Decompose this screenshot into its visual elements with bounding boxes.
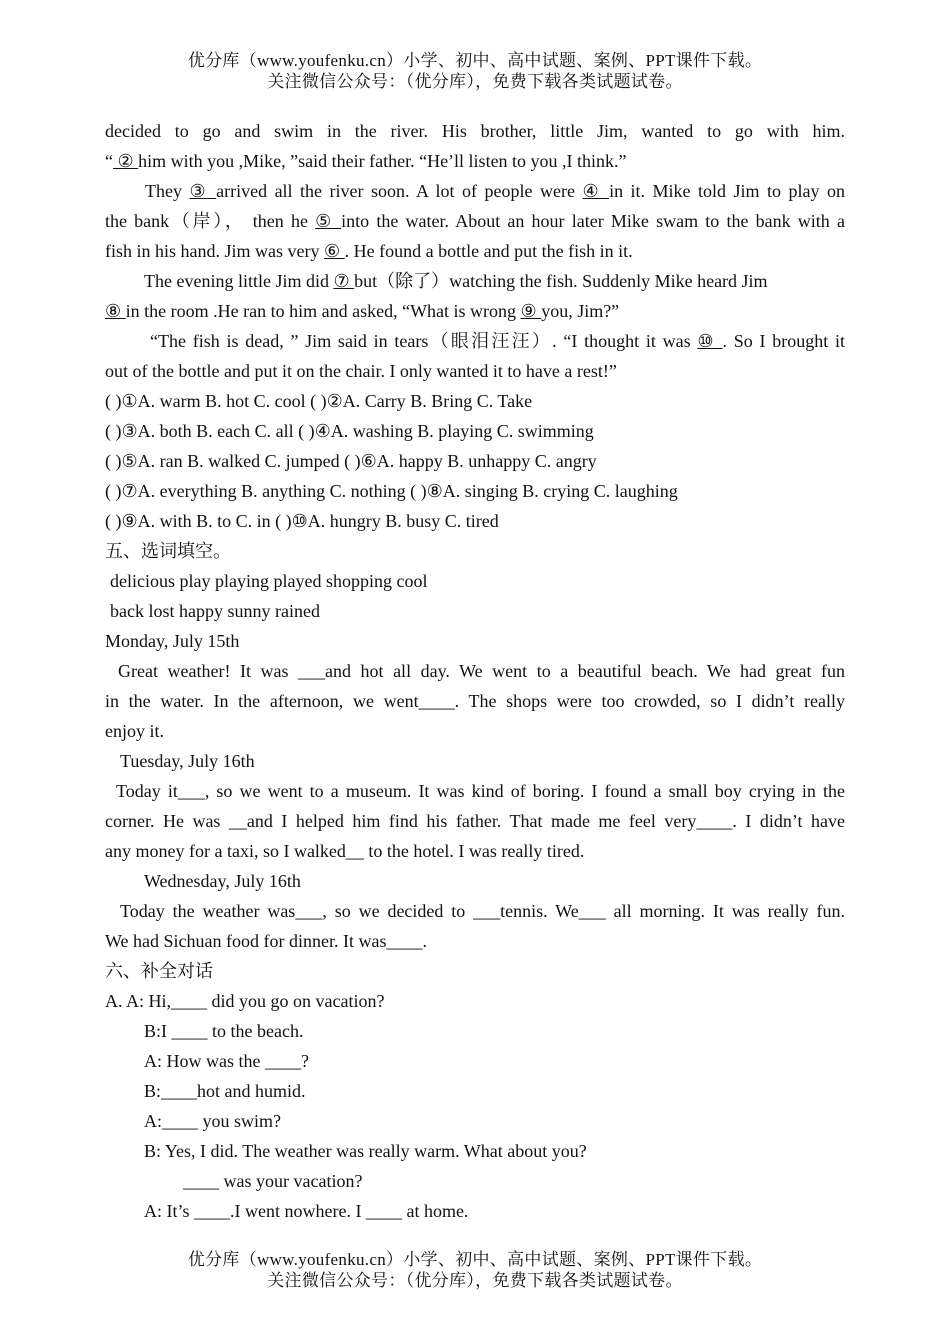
page-header [0,50,950,92]
blank-8: ⑧ [105,301,126,321]
dialogue-line: ____ was your vacation? [183,1171,363,1191]
blank-5: ⑤ [315,211,342,231]
story-line-9 [105,356,845,386]
diary-text-span: Today the weather was___, so we decided to ___tennis. We___ all morning. It was really fun. [120,901,845,921]
dialogue-line: A: How was the ____? [144,1051,309,1071]
story-text: . He found a bottle and put the fish in it. [344,241,633,261]
story-line-5 [105,236,845,266]
story-line-2 [105,146,845,176]
story-text: “ [105,151,113,171]
diary-date-2: Tuesday, July 16th [120,751,255,771]
header-line-1: 优分库（www.youfenku.cn）小学、初中、高中试题、案例、PPT课件下载。 [187,51,763,70]
footer-line-1: 优分库（www.youfenku.cn）小学、初中、高中试题、案例、PPT课件下载。 [187,1250,763,1269]
option-row: ( )③A. both B. each C. all ( )④A. washing B. playing C. swimming [105,421,594,441]
blank-10: ⑩ [697,331,723,351]
story-text: but（除了）watching the fish. Suddenly Mike heard Jim [354,271,768,291]
option-row: ( )⑨A. with B. to C. in ( )⑩A. hungry B. busy C. tired [105,511,499,531]
option-row: ( )①A. warm B. hot C. cool ( )②A. Carry B. Bring C. Take [105,391,533,411]
story-line-4 [105,206,845,236]
section-6-title: 六、补全对话 [105,961,213,981]
story-line-8 [150,326,845,356]
word-bank-line-1: delicious play playing played shopping cool [110,571,428,591]
story-text: in the room .He ran to him and asked, “What is wrong [125,301,521,321]
story-line-3 [145,176,845,206]
diary-text [116,776,845,806]
story-text: in it. Mike told Jim to play on [609,181,846,201]
diary-text-span: corner. He was __and I helped him find his father. That made me feel very____. I didn’t have [105,811,845,831]
story-text: . So I brought it [722,331,845,351]
blank-6: ⑥ [323,241,345,261]
option-row: ( )⑦A. everything B. anything C. nothing ( )⑧A. singing B. crying C. laughing [105,481,678,501]
dialogue-line: B:I ____ to the beach. [144,1021,304,1041]
diary-text: We had Sichuan food for dinner. It was____. [105,931,427,951]
section-5-title: 五、选词填空。 [105,541,231,561]
story-line-7 [105,296,845,326]
diary-date-3: Wednesday, July 16th [144,871,301,891]
diary-text: enjoy it. [105,721,164,741]
header-line-2: 关注微信公众号：（优分库），免费下载各类试题试卷。 [267,72,683,91]
story-line-1 [105,116,845,146]
blank-9: ⑨ [520,301,542,321]
story-text: The evening little Jim did [144,271,334,291]
blank-7: ⑦ [333,271,355,291]
dialogue-line: B:____hot and humid. [144,1081,306,1101]
story-text: the bank（岸）， then he [105,211,316,231]
diary-text [105,806,845,836]
blank-2: ② [113,151,139,171]
story-text: into the water. About an hour later Mike swam to the bank with a [341,211,845,231]
blank-3: ③ [189,181,217,201]
dialogue-line: B: Yes, I did. The weather was really warm. What about you? [144,1141,587,1161]
dialogue-line: A: It’s ____.I went nowhere. I ____ at home. [144,1201,469,1221]
diary-text-span: Great weather! It was ___and hot all day. We went to a beautiful beach. We had great fun [118,661,845,681]
story-text: They [145,181,190,201]
diary-text [120,896,845,926]
footer-line-2: 关注微信公众号：（优分库），免费下载各类试题试卷。 [267,1271,683,1290]
story-text: decided to go and swim in the river. His brother, little Jim, wanted to go with him. [105,121,845,141]
diary-date-1: Monday, July 15th [105,631,240,651]
diary-text: any money for a taxi, so I walked__ to the hotel. I was really tired. [105,841,585,861]
dialogue-line: A:____ you swim? [144,1111,281,1131]
story-text: him with you ,Mike, ”said their father. “He’ll listen to you ,I think.” [138,151,627,171]
dialogue-line: A. A: Hi,____ did you go on vacation? [105,991,385,1011]
blank-4: ④ [582,181,610,201]
diary-text-span: in the water. In the afternoon, we went____. The shops were too crowded, so I didn’t really [105,691,845,711]
word-bank-line-2: back lost happy sunny rained [110,601,320,621]
story-text: arrived all the river soon. A lot of people were [216,181,583,201]
diary-text-span: Today it___, so we went to a museum. It was kind of boring. I found a small boy crying in the [116,781,845,801]
option-row: ( )⑤A. ran B. walked C. jumped ( )⑥A. happy B. unhappy C. angry [105,451,597,471]
story-text: fish in his hand. Jim was very [105,241,324,261]
story-line-6 [144,266,884,296]
story-text: “The fish is dead, ” Jim said in tears（眼泪汪汪）. “I thought it was [150,331,698,351]
diary-text [105,686,845,716]
story-text: out of the bottle and put it on the chair. I only wanted it to have a rest!” [105,361,617,381]
page-footer [0,1249,950,1291]
story-text: you, Jim?” [541,301,620,321]
diary-text [118,656,845,686]
